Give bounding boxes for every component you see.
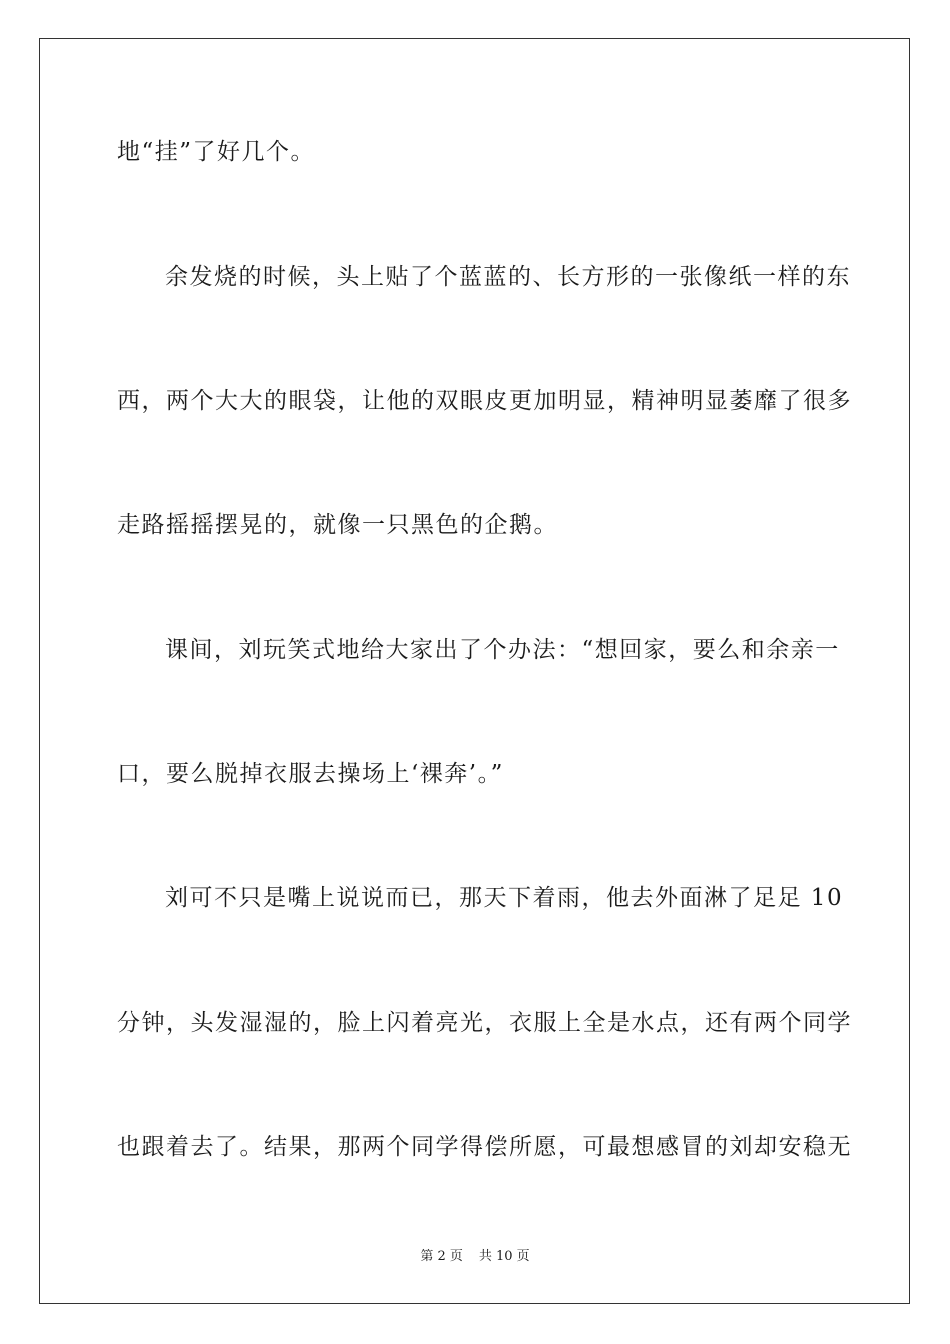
- text-line: 课间，刘玩笑式地给大家出了个办法：“想回家，要么和余亲一: [165, 637, 840, 663]
- text-line: 也跟着去了。结果，那两个同学得偿所愿，可最想感冒的刘却安稳无: [117, 1134, 852, 1160]
- page-frame: [39, 38, 910, 1304]
- text-line: 地“挂”了好几个。: [117, 139, 316, 165]
- text-line: 西，两个大大的眼袋，让他的双眼皮更加明显，精神明显萎靡了很多: [117, 388, 852, 414]
- text-line: 刘可不只是嘴上说说而已，那天下着雨，他去外面淋了足足 10: [165, 885, 844, 911]
- page-footer: [0, 1248, 950, 1266]
- text-line: 余发烧的时候，头上贴了个蓝蓝的、长方形的一张像纸一样的东: [165, 264, 851, 290]
- text-line: 走路摇摇摆晃的，就像一只黑色的企鹅。: [117, 512, 558, 538]
- text-line: 口，要么脱掉衣服去操场上‘裸奔’。”: [117, 761, 504, 787]
- page-number: 第 2 页: [420, 1249, 463, 1264]
- text-line: 分钟，头发湿湿的，脸上闪着亮光，衣服上全是水点，还有两个同学: [117, 1010, 852, 1036]
- page-total: 共 10 页: [478, 1249, 530, 1264]
